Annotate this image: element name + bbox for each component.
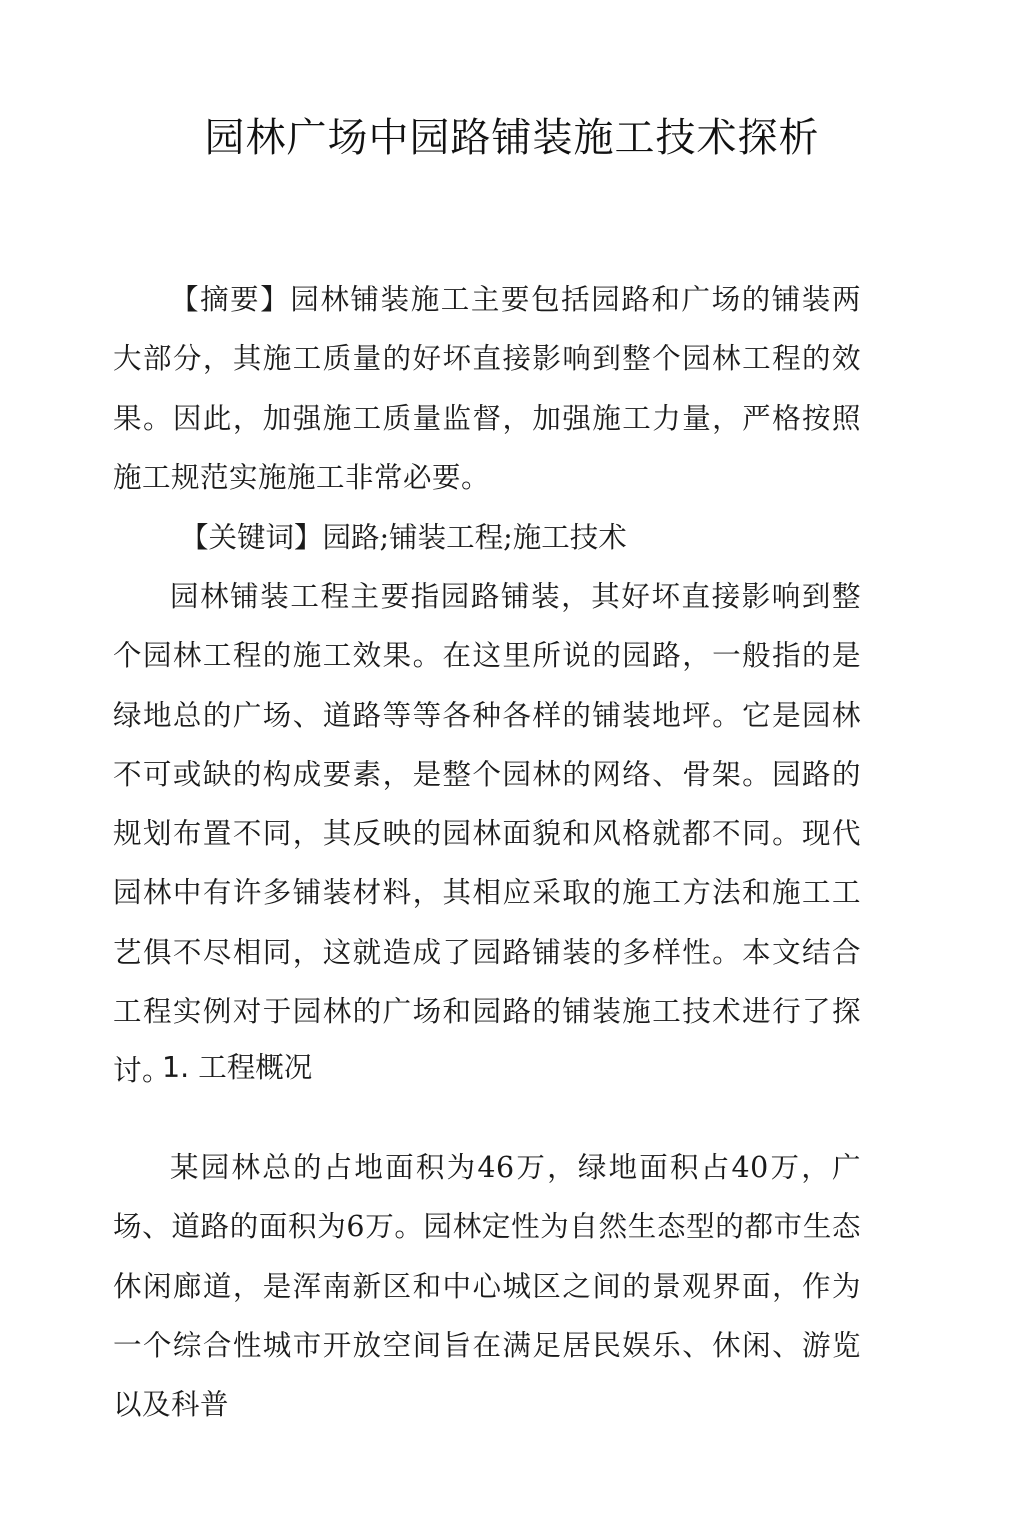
keywords-line: 【关键词】园路;铺装工程;施工技术 [180, 521, 627, 554]
section-heading-text: 工程概况 [198, 1051, 313, 1084]
document-title: 园林广场中园路铺装施工技术探析 [204, 115, 820, 161]
intro-paragraph: 园林铺装工程主要指园路铺装，其好坏直接影响到整个园林工程的施工效果。在这里所说的园路，一般指的是绿地总的广场、道路等等各种各样的铺装地坪。它是园林不可或缺的构成要素，是整个园林的网络、骨架。园路的规划布置不同，其反映的园林面貌和风格就都不同。现代园林中有许多铺装材料，其相应采取的施工方法和施工工艺俱不尽相同，这就造成了园路铺装的多样性。本文结合工程实例对于园林的广场和园路的铺装施工技术进行了探讨。 [113, 580, 861, 1088]
abstract-paragraph: 【摘要】园林铺装施工主要包括园路和广场的铺装两大部分，其施工质量的好坏直接影响到整个园林工程的效果。因此，加强施工质量监督，加强施工力量，严格按照施工规范实施施工非常必要。 [113, 283, 861, 494]
section-heading [162, 1038, 312, 1097]
section-number: 1. [162, 1051, 190, 1084]
overview-paragraph: 某园林总的占地面积为46万，绿地面积占40万，广场、道路的面积为6万。园林定性为自然生态型的都市生态休闲廊道，是浑南新区和中心城区之间的景观界面，作为一个综合性城市开放空间旨在满足居民娱乐、休闲、游览以及科普 [113, 1151, 861, 1422]
